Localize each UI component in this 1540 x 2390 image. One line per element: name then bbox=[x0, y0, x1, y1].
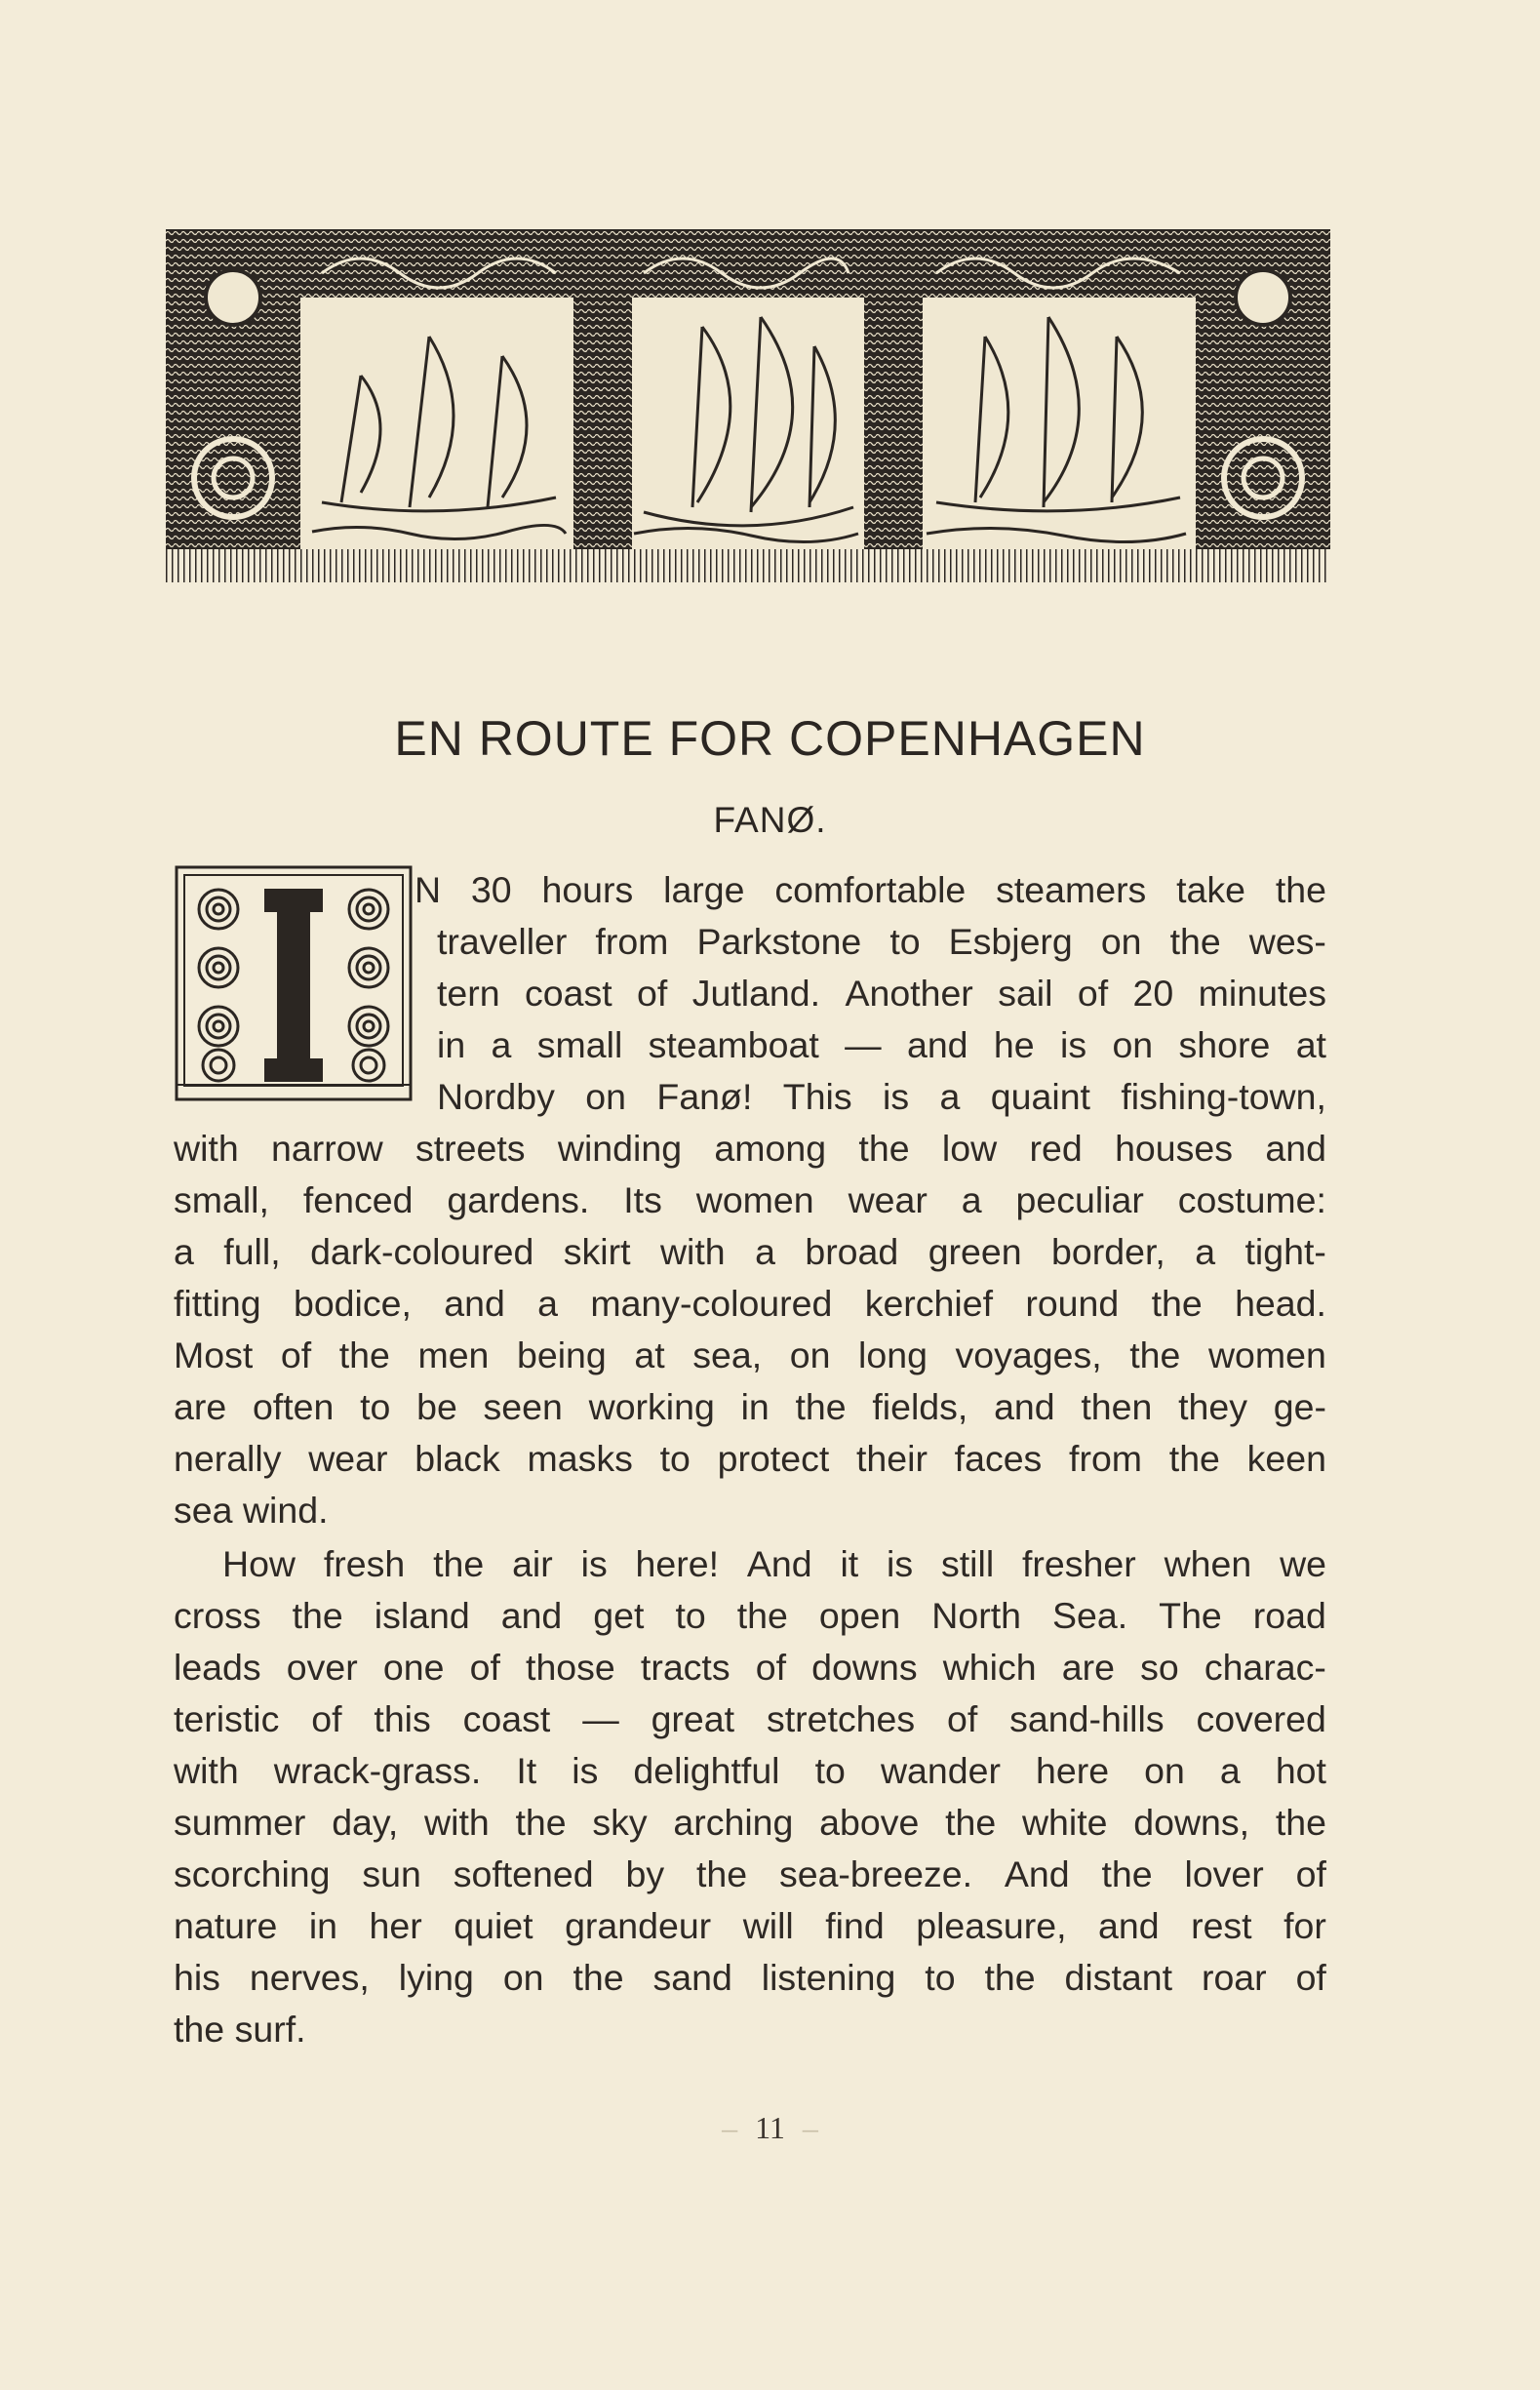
page-number bbox=[0, 2110, 1540, 2146]
paragraph-2-line-3: leads over one of those tracts of downs which are so charac- bbox=[174, 1647, 1326, 1688]
paragraph-1-line-11: are often to be seen working in the fields, and then they ge- bbox=[174, 1386, 1326, 1427]
paragraph-2-line-8: nature in her quiet grandeur will find pleasure, and rest for bbox=[174, 1905, 1326, 1946]
page-number-value: 11 bbox=[755, 2110, 785, 2145]
paragraph-1-line-5: Nordby on Fanø! This is a quaint fishing-town, bbox=[437, 1076, 1326, 1117]
paragraph-1-line-10: Most of the men being at sea, on long voyages, the women bbox=[174, 1334, 1326, 1375]
paragraph-1-line-6: with narrow streets winding among the low red houses and bbox=[174, 1128, 1326, 1169]
paragraph-2-line-10: the surf. bbox=[174, 2009, 306, 2050]
paragraph-1-line-13: sea wind. bbox=[174, 1490, 329, 1531]
paragraph-2-line-6: summer day, with the sky arching above the white downs, the bbox=[174, 1802, 1326, 1843]
page-number-dash-left: – bbox=[722, 2110, 738, 2145]
ship-frieze-icon bbox=[166, 229, 1330, 582]
paragraph-1-line-1: N 30 hours large comfortable steamers take the bbox=[415, 869, 1326, 910]
ornamental-initial-icon bbox=[175, 865, 413, 1101]
paragraph-2-line-1: How fresh the air is here! And it is still fresher when we bbox=[222, 1543, 1326, 1584]
paragraph-1-line-12: nerally wear black masks to protect their faces from the keen bbox=[174, 1438, 1326, 1479]
section-subtitle: FANØ. bbox=[713, 800, 827, 840]
paragraph-2-line-4: teristic of this coast — great stretches of sand-hills covered bbox=[174, 1698, 1326, 1739]
paragraph-1-line-9: fitting bodice, and a many-coloured kerchief round the head. bbox=[174, 1283, 1326, 1324]
chapter-title: EN ROUTE FOR COPENHAGEN bbox=[394, 711, 1146, 766]
paragraph-1-line-3: tern coast of Jutland. Another sail of 20 minutes bbox=[437, 973, 1326, 1014]
paragraph-1-line-2: traveller from Parkstone to Esbjerg on the wes- bbox=[437, 921, 1326, 962]
page-number-dash-right: – bbox=[802, 2110, 818, 2145]
paragraph-2-line-7: scorching sun softened by the sea-breeze. And the lover of bbox=[174, 1853, 1326, 1894]
paragraph-2-line-5: with wrack-grass. It is delightful to wander here on a hot bbox=[174, 1750, 1326, 1791]
ornamental-header-illustration bbox=[166, 229, 1330, 582]
paragraph-2-line-9: his nerves, lying on the sand listening to the distant roar of bbox=[174, 1957, 1326, 1998]
paragraph-2-line-2: cross the island and get to the open North Sea. The road bbox=[174, 1595, 1326, 1636]
paragraph-1-line-4: in a small steamboat — and he is on shore at bbox=[437, 1024, 1326, 1065]
dropcap-letter-i bbox=[175, 865, 413, 1101]
paragraph-1-line-8: a full, dark-coloured skirt with a broad green border, a tight- bbox=[174, 1231, 1326, 1272]
paragraph-1-line-7: small, fenced gardens. Its women wear a peculiar costume: bbox=[174, 1179, 1326, 1220]
